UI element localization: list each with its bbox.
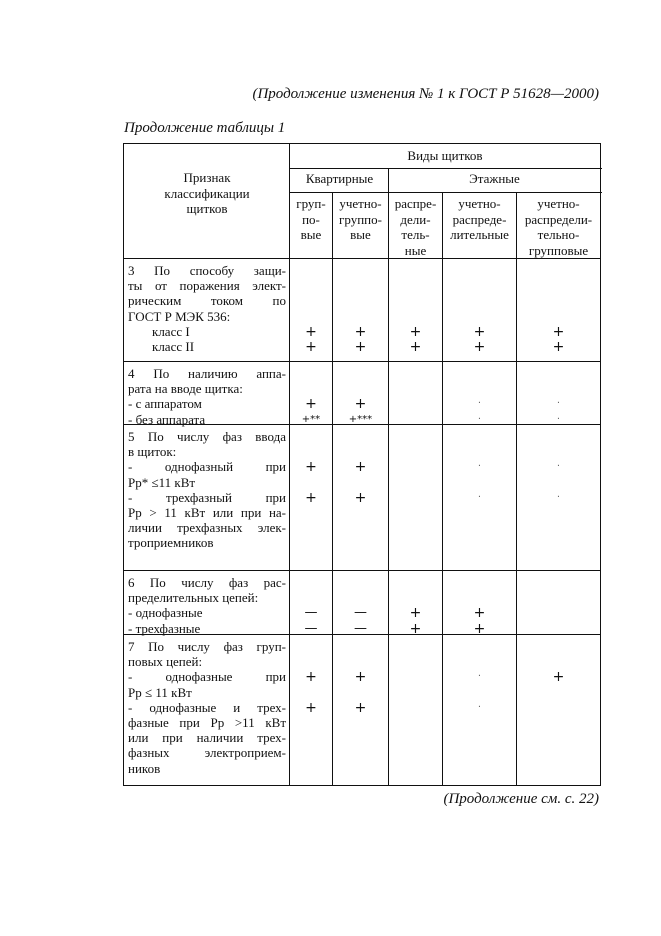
- feature-line: ников: [128, 760, 161, 776]
- mark-cell: ·: [556, 461, 561, 473]
- mark-cell: —: [304, 620, 318, 636]
- mark-cell: —: [304, 605, 318, 621]
- rule-row-1: [124, 361, 600, 362]
- feature-line: ты от поражения элект-: [128, 278, 286, 294]
- feature-line: - без аппарата: [128, 411, 206, 427]
- head-feature: Признак классификации щитков: [164, 170, 250, 216]
- col-rule-5: [516, 192, 517, 785]
- mark-cell: +: [552, 323, 565, 340]
- head-apartment: Квартирные: [305, 171, 374, 186]
- feature-line: - однофазные и трех-: [128, 699, 286, 715]
- rule-head-bottom: [124, 258, 600, 259]
- mark-cell: ·: [556, 413, 561, 425]
- mark-cell: +: [354, 339, 367, 355]
- feature-line: пределительных цепей:: [128, 590, 259, 606]
- mark-cell: +: [305, 699, 317, 716]
- mark-cell: +: [305, 669, 317, 686]
- mark-cell: +: [354, 699, 367, 716]
- feature-line: - однофазный при: [128, 459, 286, 475]
- mark-cell: +**: [301, 413, 321, 425]
- mark-cell: +: [552, 339, 565, 355]
- mark-cell: ·: [556, 491, 561, 503]
- feature-cell-2: [128, 366, 286, 427]
- feature-line: Pр ≤ 11 кВт: [128, 684, 192, 700]
- mark-cell: +: [409, 605, 422, 622]
- mark-cell: ·: [477, 671, 482, 683]
- feature-line: повых цепей:: [128, 654, 203, 670]
- mark-cell: +: [305, 339, 317, 355]
- mark-cell: ·: [477, 398, 482, 410]
- feature-line: 5 По числу фаз ввода: [128, 429, 286, 444]
- feature-line: - однофазные: [128, 605, 203, 621]
- feature-line: Pр > 11 кВт или при на-: [128, 505, 286, 521]
- feature-line: или при наличии трех-: [128, 730, 286, 746]
- col-rule-2: [332, 192, 333, 785]
- feature-line: - трехфазный при: [128, 489, 286, 505]
- feature-cell-5: [128, 639, 286, 776]
- col-rule-3: [388, 168, 389, 785]
- head-col-5: учетно- распредели- тельно- групповые: [524, 196, 593, 258]
- mark-cell: +: [354, 323, 367, 340]
- head-floor: Этажные: [469, 171, 520, 186]
- page-header: (Продолжение изменения № 1 к ГОСТ Р 51628—2000): [252, 86, 599, 102]
- feature-line: фазных электроприем-: [128, 745, 286, 761]
- feature-line: в щиток:: [128, 444, 177, 460]
- mark-cell: +: [354, 669, 367, 686]
- mark-cell: ·: [477, 701, 482, 713]
- feature-line: 6 По числу фаз рас-: [128, 575, 286, 590]
- feature-line: 3 По способу защи-: [128, 263, 286, 278]
- feature-line: рата на вводе щитка:: [128, 381, 243, 397]
- mark-cell: ·: [477, 491, 482, 503]
- mark-cell: +: [305, 489, 317, 506]
- feature-line: личии трехфазных элек-: [128, 520, 286, 536]
- mark-cell: ·: [477, 461, 482, 473]
- feature-line: 7 По числу фаз груп-: [128, 639, 286, 654]
- feature-line: класс I: [152, 323, 190, 339]
- head-col-4: учетно- распреде- лительные: [450, 196, 509, 242]
- mark-cell: +: [354, 489, 367, 506]
- feature-line: - однофазные при: [128, 669, 286, 685]
- mark-cell: ·: [477, 413, 482, 425]
- feature-line: ГОСТ Р МЭК 536:: [128, 308, 231, 324]
- feature-line: 4 По наличию аппа-: [128, 366, 286, 381]
- feature-line: фазные при Pр >11 кВт: [128, 715, 286, 731]
- mark-cell: +: [409, 323, 422, 340]
- mark-cell: +: [473, 620, 486, 637]
- rule-types: [290, 168, 602, 169]
- mark-cell: +: [305, 396, 317, 413]
- mark-cell: +: [473, 605, 486, 622]
- mark-cell: +: [473, 323, 486, 340]
- feature-cell-3: [128, 429, 286, 551]
- feature-line: рическим током по: [128, 293, 286, 309]
- mark-cell: —: [354, 620, 367, 636]
- mark-cell: +: [305, 323, 317, 340]
- feature-cell-4: [128, 575, 286, 636]
- mark-cell: —: [354, 605, 367, 621]
- table-caption: Продолжение таблицы 1: [124, 120, 286, 136]
- head-col-3: распре- дели- тель- ные: [394, 196, 437, 258]
- feature-line: - трехфазные: [128, 620, 201, 636]
- rule-row-3: [124, 570, 600, 571]
- feature-line: троприемников: [128, 535, 214, 551]
- mark-cell: +: [305, 459, 317, 476]
- feature-cell-1: [128, 263, 286, 354]
- feature-line: - с аппаратом: [128, 396, 202, 412]
- mark-cell: +: [552, 669, 565, 686]
- rule-groups: [290, 192, 602, 193]
- feature-line: Pр* ≤11 кВт: [128, 474, 196, 490]
- feature-line: класс II: [152, 339, 195, 355]
- head-col-2: учетно- группо- вые: [339, 196, 382, 242]
- col-rule-4: [442, 192, 443, 785]
- head-types: Виды щитков: [407, 148, 483, 163]
- mark-cell: +: [409, 339, 422, 355]
- mark-cell: +: [354, 396, 367, 413]
- head-col-1: груп- по- вые: [296, 196, 326, 242]
- mark-cell: +: [354, 459, 367, 476]
- mark-cell: +: [473, 339, 486, 355]
- page-footer: (Продолжение см. с. 22): [443, 791, 599, 807]
- mark-cell: +: [409, 620, 422, 637]
- classification-table: [123, 143, 601, 786]
- mark-cell: ·: [556, 398, 561, 410]
- mark-cell: +***: [348, 413, 373, 425]
